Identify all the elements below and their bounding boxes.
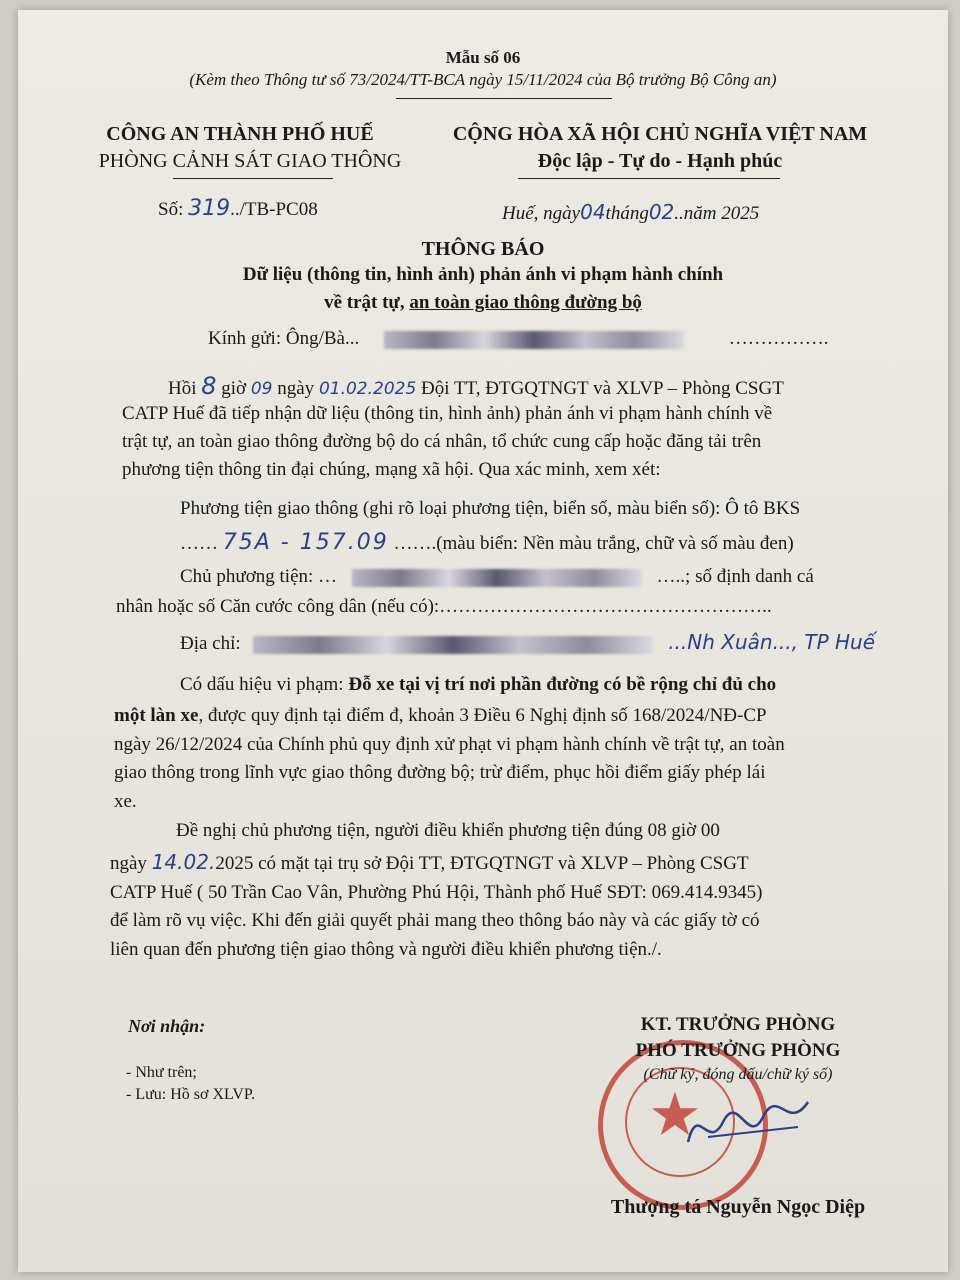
violation-line3: ngày 26/12/2024 của Chính phủ quy định xử phạt vi phạm hành chính về trật tự, an toàn	[114, 733, 785, 755]
plate-prefix: ……	[180, 533, 218, 554]
para1-gio: giờ	[221, 378, 247, 399]
request-line3: CATP Huế ( 50 Trần Cao Vân, Phường Phú Hội, Thành phố Huế SĐT: 069.414.9345)	[110, 881, 763, 903]
license-plate-handwritten: 75A - 157.09	[222, 530, 389, 555]
issue-date-suffix: ..năm 2025	[674, 203, 760, 224]
issue-date	[502, 200, 759, 225]
doc-subtitle-1: Dữ liệu (thông tin, hình ảnh) phản ánh vi phạm hành chính	[242, 264, 724, 285]
signer-title-1: KT. TRƯỞNG PHÒNG	[640, 1014, 836, 1035]
recipient-dots: …………….	[728, 328, 829, 349]
recipient-label: Kính gửi: Ông/Bà...	[208, 328, 360, 349]
vehicle-label: Phương tiện giao thông (ghi rõ loại phương tiện, biển số, màu biển số): Ô tô BKS	[180, 498, 801, 519]
violation-desc-2: một làn xe	[114, 705, 199, 726]
divider	[173, 178, 333, 179]
signature-note: (Chữ ký, đóng dấu/chữ ký số)	[643, 1066, 833, 1083]
issue-date-prefix: Huế, ngày	[502, 203, 581, 224]
request-line1: Đề nghị chủ phương tiện, người điều khiển phương tiện đúng 08 giờ 00	[176, 820, 720, 841]
doc-subtitle-2b: an toàn giao thông đường bộ	[409, 292, 642, 313]
address-line	[180, 630, 875, 655]
owner-id-line: nhân hoặc số Căn cước công dân (nếu có):……………………………………………..	[116, 596, 772, 617]
divider	[518, 178, 780, 179]
divider	[396, 98, 612, 99]
request-line2-rest: 2025 có mặt tại trụ sở Đội TT, ĐTGQTNGT và XLVP – Phòng CSGT	[215, 853, 749, 874]
appointment-date-handwritten: 14.02.	[151, 850, 216, 874]
redacted-address	[253, 636, 653, 654]
signer-name: Thượng tá Nguyễn Ngọc Diệp	[610, 1196, 866, 1218]
para1-body	[122, 400, 772, 484]
request-line2	[110, 848, 762, 879]
para1-line2: CATP Huế đã tiếp nhận dữ liệu (thông tin, hình ảnh) phản ánh vi phạm hành chính về	[122, 403, 773, 424]
handwritten-signature	[678, 1092, 818, 1162]
violation-line4: giao thông trong lĩnh vực giao thông đường bộ; trừ điểm, phục hồi điểm giấy phép lái	[114, 762, 766, 783]
violation-line1	[180, 674, 776, 696]
doc-number-label: Số:	[158, 199, 184, 220]
issue-month-handwritten: 02	[648, 200, 675, 224]
doc-number	[158, 196, 318, 221]
request-ngay: ngày	[110, 853, 147, 874]
recipients-item-2: - Lưu: Hồ sơ XLVP.	[126, 1086, 255, 1103]
issue-date-mid: tháng	[605, 203, 649, 224]
address-handwritten: ...Nh Xuân..., TP Huế	[668, 630, 876, 654]
recipients-item-1: - Như trên;	[126, 1064, 197, 1081]
violation-ref: , được quy định tại điểm đ, khoản 3 Điều 6 Nghị định số 168/2024/NĐ-CP	[198, 705, 767, 726]
seal-star-icon: ★	[648, 1082, 702, 1148]
violation-line2	[114, 702, 785, 731]
recipient-line	[208, 328, 828, 350]
attach-note: (Kèm theo Thông tư số 73/2024/TT-BCA ngày 15/11/2024 của Bộ trưởng Bộ Công an)	[189, 70, 777, 89]
request-body	[110, 848, 762, 964]
violation-desc-1: Đỗ xe tại vị trí nơi phần đường có bề rộng chỉ đủ cho	[348, 674, 777, 695]
document-page	[18, 10, 948, 1272]
para1-line3: trật tự, an toàn giao thông đường bộ do cá nhân, tổ chức cung cấp hoặc đăng tải trên	[122, 431, 762, 452]
doc-subtitle-2	[18, 292, 948, 314]
para1-rest: Đội TT, ĐTGQTNGT và XLVP – Phòng CSGT	[421, 378, 784, 399]
redacted-owner	[352, 569, 642, 587]
nation-title: CỘNG HÒA XÃ HỘI CHỦ NGHĨA VIỆT NAM	[452, 123, 868, 145]
vehicle-plate-line	[180, 530, 794, 555]
doc-number-suffix: ../TB-PC08	[230, 199, 318, 220]
para1-ngay: ngày	[277, 378, 315, 399]
form-number: Mẫu số 06	[445, 48, 521, 67]
motto: Độc lập - Tự do - Hạnh phúc	[537, 150, 783, 172]
owner-label: Chủ phương tiện: …	[180, 566, 338, 587]
doc-number-handwritten: 319	[188, 196, 231, 221]
redacted-name	[384, 331, 684, 349]
report-minute-handwritten: 09	[250, 379, 273, 399]
agency-parent: CÔNG AN THÀNH PHỐ HUẾ	[106, 123, 374, 145]
doc-subtitle-2a: về trật tự,	[324, 292, 410, 313]
owner-line	[180, 566, 814, 588]
plate-color-note: …….(màu biển: Nền màu trắng, chữ và số màu đen)	[393, 533, 794, 554]
violation-body	[114, 702, 785, 816]
violation-lead: Có dấu hiệu vi phạm:	[180, 674, 349, 695]
para1-line1	[168, 372, 784, 400]
report-date-handwritten: 01.02.2025	[318, 379, 417, 399]
address-label: Địa chỉ:	[180, 633, 241, 654]
request-line5: liên quan đến phương tiện giao thông và người điều khiển phương tiện./.	[110, 938, 662, 960]
report-hour-handwritten: 8	[201, 372, 217, 400]
violation-line5: xe.	[114, 790, 137, 812]
recipients-title: Nơi nhận:	[128, 1016, 206, 1036]
signer-title-2: PHÓ TRƯỞNG PHÒNG	[635, 1040, 841, 1061]
request-line4: để làm rõ vụ việc. Khi đến giải quyết phải mang theo thông báo này và các giấy tờ có	[110, 910, 760, 931]
doc-title: THÔNG BÁO	[421, 238, 545, 260]
issue-day-handwritten: 04	[580, 200, 606, 224]
para1-line4: phương tiện thông tin đại chúng, mạng xã hội. Qua xác minh, xem xét:	[122, 459, 661, 480]
owner-tail: …..; số định danh cá	[656, 566, 814, 587]
agency-name: PHÒNG CẢNH SÁT GIAO THÔNG	[98, 150, 402, 172]
para1-hoi: Hồi	[168, 378, 197, 399]
